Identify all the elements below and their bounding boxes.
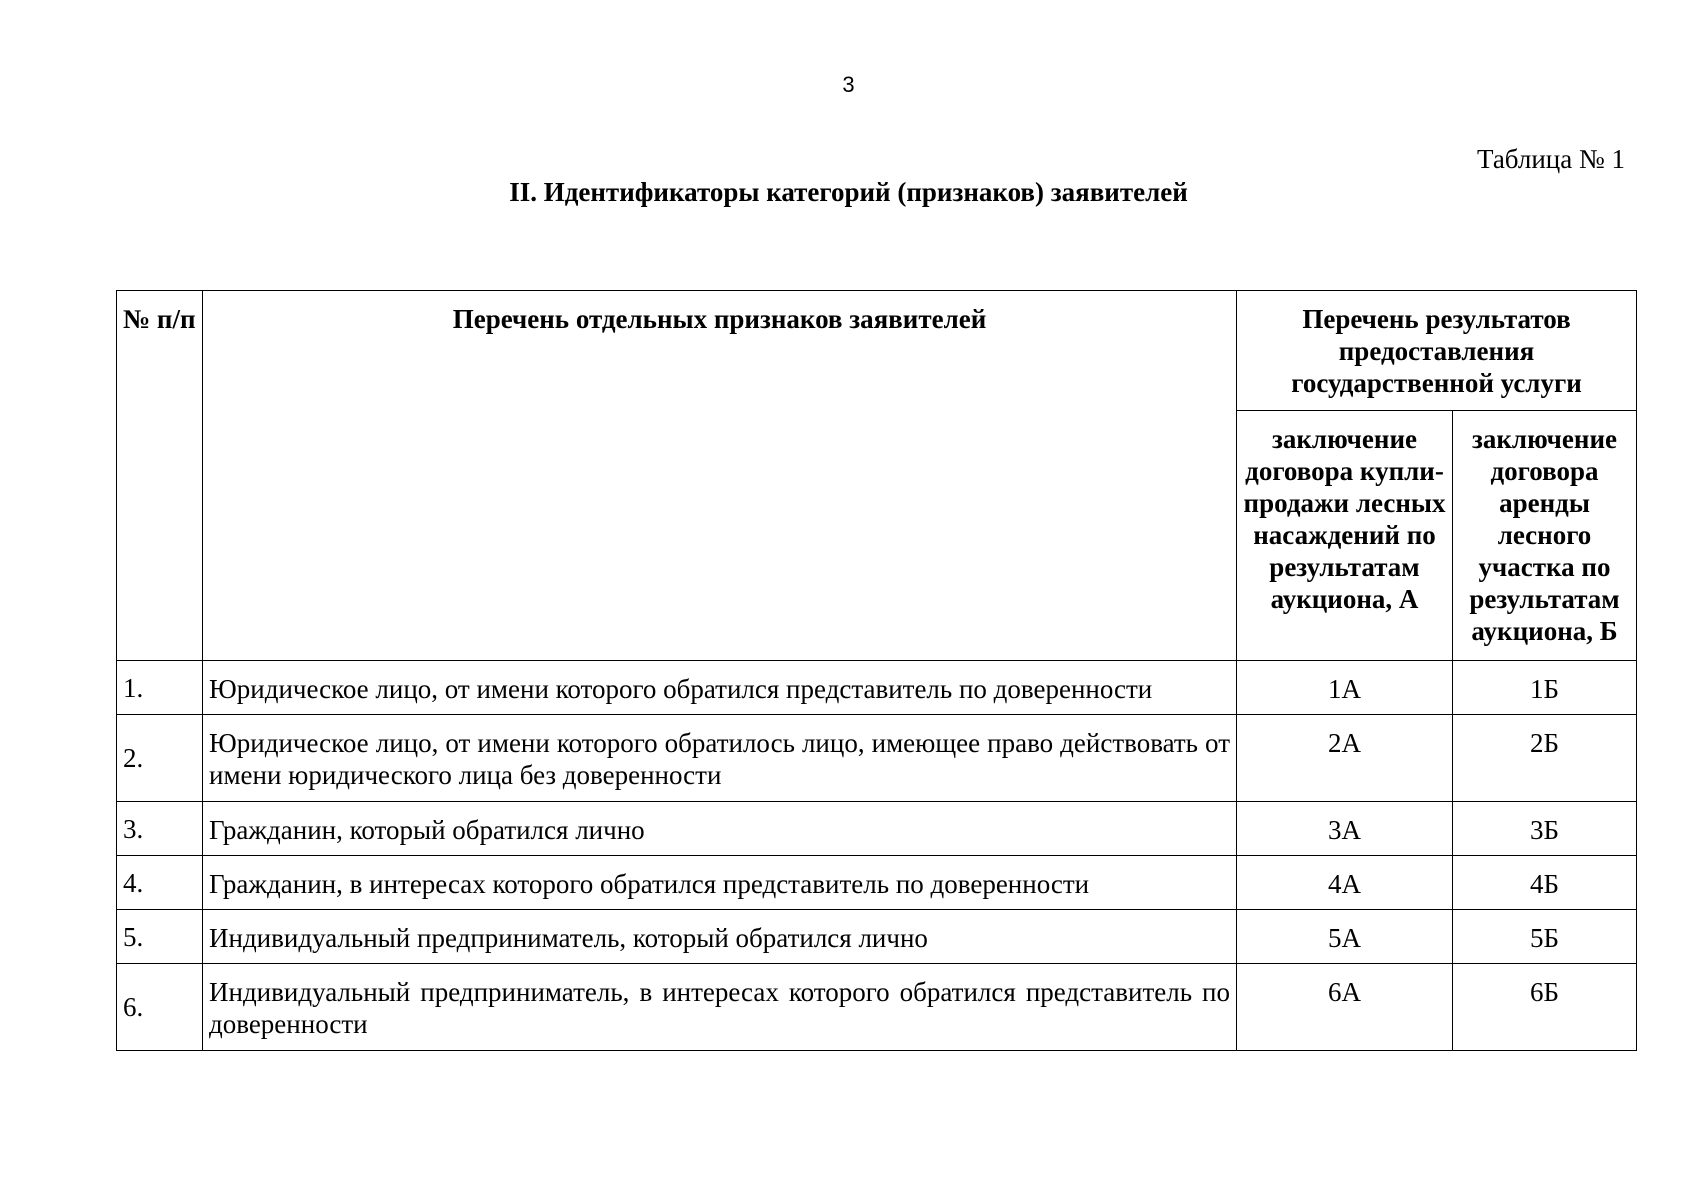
row-number: 5. bbox=[117, 910, 203, 964]
row-criteria: Индивидуальный предприниматель, в интересах которого обратился представитель по доверенности bbox=[203, 964, 1237, 1051]
row-code-a: 1А bbox=[1237, 661, 1453, 715]
row-criteria: Гражданин, в интересах которого обратился представитель по доверенности bbox=[203, 856, 1237, 910]
row-code-a: 6А bbox=[1237, 964, 1453, 1051]
row-number: 1. bbox=[117, 661, 203, 715]
row-criteria: Юридическое лицо, от имени которого обратилось лицо, имеющее право действовать от имени юридического лица без доверенности bbox=[203, 715, 1237, 802]
row-code-b: 6Б bbox=[1453, 964, 1637, 1051]
section-title: II. Идентификаторы категорий (признаков) заявителей bbox=[509, 177, 1188, 207]
row-number: 4. bbox=[117, 856, 203, 910]
row-number: 6. bbox=[117, 964, 203, 1051]
table-row bbox=[117, 715, 1637, 802]
row-code-b: 3Б bbox=[1453, 802, 1637, 856]
page-number: 3 bbox=[842, 72, 855, 97]
row-code-a: 5А bbox=[1237, 910, 1453, 964]
row-code-a: 2А bbox=[1237, 715, 1453, 802]
row-number: 3. bbox=[117, 802, 203, 856]
row-code-b: 1Б bbox=[1453, 661, 1637, 715]
row-code-b: 4Б bbox=[1453, 856, 1637, 910]
table-row bbox=[117, 802, 1637, 856]
table-row bbox=[117, 964, 1637, 1051]
header-number: № п/п bbox=[117, 291, 203, 661]
table-label: Таблица № 1 bbox=[1477, 144, 1625, 174]
table-row bbox=[117, 910, 1637, 964]
row-criteria: Индивидуальный предприниматель, который обратился лично bbox=[203, 910, 1237, 964]
row-number: 2. bbox=[117, 715, 203, 802]
table-row bbox=[117, 856, 1637, 910]
row-code-b: 5Б bbox=[1453, 910, 1637, 964]
table-row bbox=[117, 661, 1637, 715]
header-result-b: заключение договора аренды лесного участка по результатам аукциона, Б bbox=[1453, 411, 1637, 661]
row-criteria: Гражданин, который обратился лично bbox=[203, 802, 1237, 856]
header-result-a: заключение договора купли-продажи лесных насаждений по результатам аукциона, А bbox=[1237, 411, 1453, 661]
header-results: Перечень результатов предоставления государственной услуги bbox=[1237, 291, 1637, 411]
header-criteria: Перечень отдельных признаков заявителей bbox=[203, 291, 1237, 661]
row-criteria: Юридическое лицо, от имени которого обратился представитель по доверенности bbox=[203, 661, 1237, 715]
row-code-b: 2Б bbox=[1453, 715, 1637, 802]
row-code-a: 4А bbox=[1237, 856, 1453, 910]
applicant-categories-table bbox=[116, 290, 1637, 1051]
row-code-a: 3А bbox=[1237, 802, 1453, 856]
